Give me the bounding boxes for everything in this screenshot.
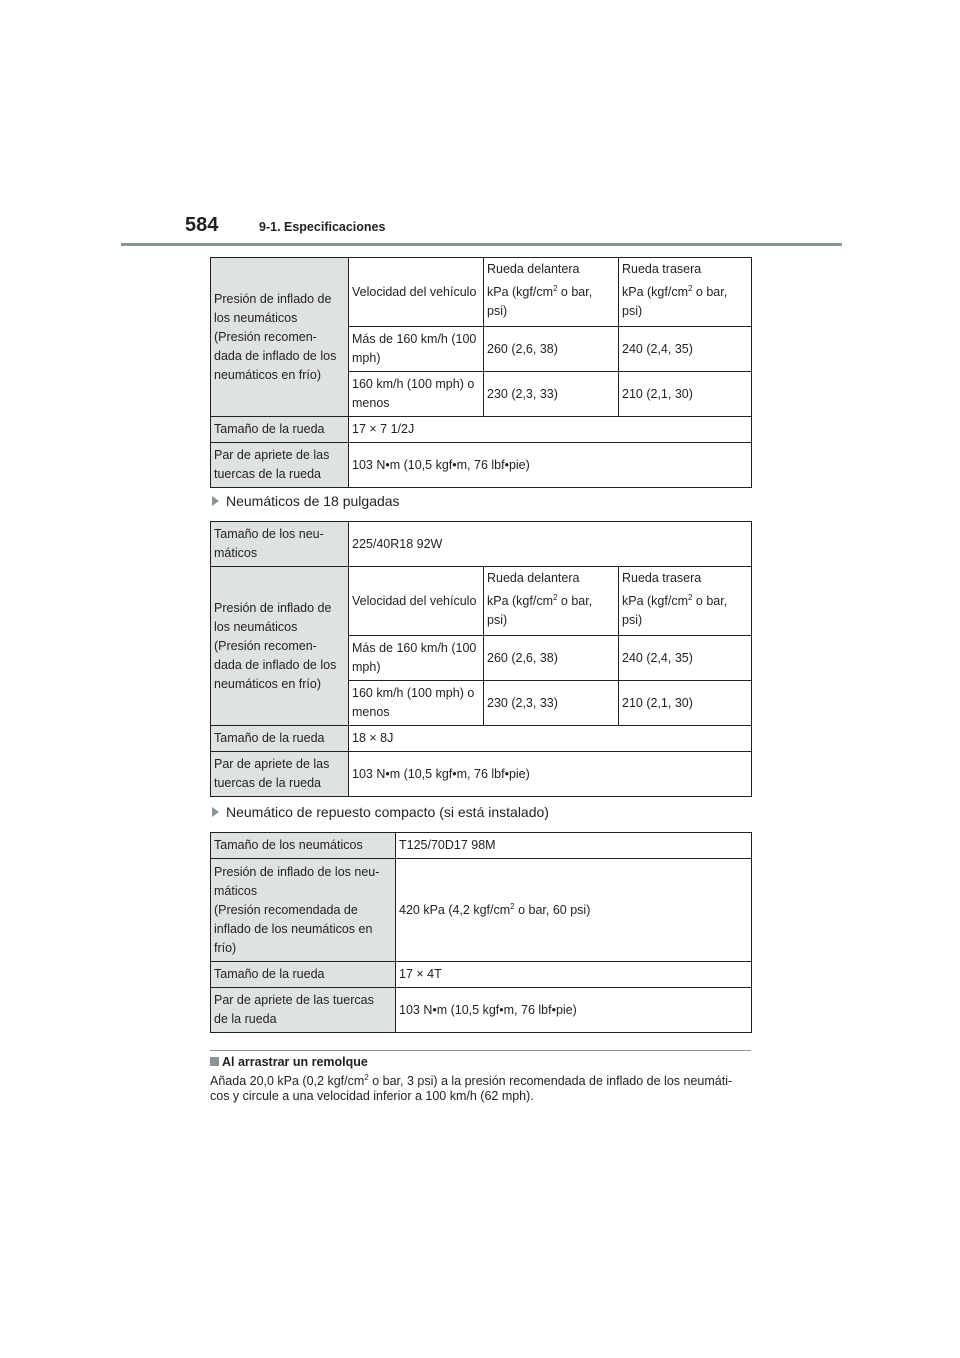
- pressure-label-cell: Presión de inflado de los neu- máticos (Presión recomendada de inflado de los neumáticos en frío): [211, 859, 396, 962]
- table-row: [211, 443, 752, 488]
- table-row: [211, 522, 752, 567]
- speed-cell: 160 km/h (100 mph) o menos: [349, 372, 484, 417]
- pressure-value: 420 kPa (4,2 kgf/$cm^2$ o bar, 60 psi): [396, 859, 752, 962]
- rear-pressure-cell: 210 (2,1, 30): [619, 681, 752, 726]
- tire-spec-table-17: [210, 257, 752, 488]
- front-pressure-cell: 230 (2,3, 33): [484, 372, 619, 417]
- speed-cell: 160 km/h (100 mph) o menos: [349, 681, 484, 726]
- section-title: 9-1. Especificaciones: [259, 220, 386, 234]
- table-row: [211, 833, 752, 859]
- note-rule: [210, 1050, 751, 1051]
- page-number: 584: [185, 214, 219, 236]
- wheel-size-value: 18 × 8J: [349, 726, 752, 752]
- table-row: [211, 859, 752, 962]
- front-wheel-header: Rueda delantera kPa ($kgf/cm^2$ o bar, psi): [484, 258, 619, 327]
- triangle-bullet-icon: [212, 496, 219, 506]
- speed-cell: Más de 160 km/h (100 mph): [349, 636, 484, 681]
- tire-spec-table-18: [210, 521, 752, 797]
- tire-size-value: T125/70D17 98M: [396, 833, 752, 859]
- header-rule: [121, 243, 842, 246]
- rear-wheel-header: Rueda trasera kPa ($kgf/cm^2$ o bar, psi): [619, 258, 752, 327]
- table-row: [211, 752, 752, 797]
- wheel-size-value: 17 × 4T: [396, 962, 752, 988]
- tire-size-label: Tamaño de los neumáticos: [211, 833, 396, 859]
- front-pressure-cell: 230 (2,3, 33): [484, 681, 619, 726]
- speed-header: Velocidad del vehículo: [349, 567, 484, 636]
- wheel-size-label: Tamaño de la rueda: [211, 726, 349, 752]
- bullet-18-inch: Neumáticos de 18 pulgadas: [212, 493, 400, 509]
- wheel-size-value: 17 × 7 1/2J: [349, 417, 752, 443]
- rear-wheel-header: Rueda trasera kPa ($kgf/cm^2$ o bar, psi): [619, 567, 752, 636]
- table-row: [211, 988, 752, 1033]
- tire-size-label: Tamaño de los neu- máticos: [211, 522, 349, 567]
- bullet-spare-tire: Neumático de repuesto compacto (si está instalado): [212, 804, 549, 820]
- rear-pressure-cell: 240 (2,4, 35): [619, 636, 752, 681]
- rear-pressure-cell: 240 (2,4, 35): [619, 327, 752, 372]
- torque-label: Par de apriete de las tuercas de la rueda: [211, 443, 349, 488]
- table-row: [211, 417, 752, 443]
- pressure-label-cell: Presión de inflado de los neumáticos (Presión recomen- dada de inflado de los neumáticos en frío): [211, 567, 349, 726]
- tire-spec-table-spare: [210, 832, 752, 1033]
- table-row: [211, 962, 752, 988]
- rear-pressure-cell: 210 (2,1, 30): [619, 372, 752, 417]
- note-body: Añada 20,0 kPa (0,2 kgf/$cm^2$ o bar, 3 psi) a la presión recomendada de inflado de los neumáti- cos y circule a una velocidad inferior a 100 km/h (62 mph).: [210, 1072, 733, 1103]
- torque-label: Par de apriete de las tuercas de la rueda: [211, 988, 396, 1033]
- square-bullet-icon: [210, 1057, 219, 1066]
- table-row: [211, 726, 752, 752]
- torque-value: 103 N•m (10,5 kgf•m, 76 lbf•pie): [349, 443, 752, 488]
- wheel-size-label: Tamaño de la rueda: [211, 417, 349, 443]
- front-pressure-cell: 260 (2,6, 38): [484, 636, 619, 681]
- speed-cell: Más de 160 km/h (100 mph): [349, 327, 484, 372]
- speed-header: Velocidad del vehículo: [349, 258, 484, 327]
- wheel-size-label: Tamaño de la rueda: [211, 962, 396, 988]
- torque-label: Par de apriete de las tuercas de la rueda: [211, 752, 349, 797]
- note-heading: Al arrastrar un remolque: [210, 1055, 368, 1069]
- front-pressure-cell: 260 (2,6, 38): [484, 327, 619, 372]
- torque-value: 103 N•m (10,5 kgf•m, 76 lbf•pie): [349, 752, 752, 797]
- pressure-label-cell: Presión de inflado de los neumáticos (Presión recomen- dada de inflado de los neumáticos en frío): [211, 258, 349, 417]
- front-wheel-header: Rueda delantera kPa ($kgf/cm^2$ o bar, psi): [484, 567, 619, 636]
- tire-size-value: 225/40R18 92W: [349, 522, 752, 567]
- torque-value: 103 N•m (10,5 kgf•m, 76 lbf•pie): [396, 988, 752, 1033]
- triangle-bullet-icon: [212, 807, 219, 817]
